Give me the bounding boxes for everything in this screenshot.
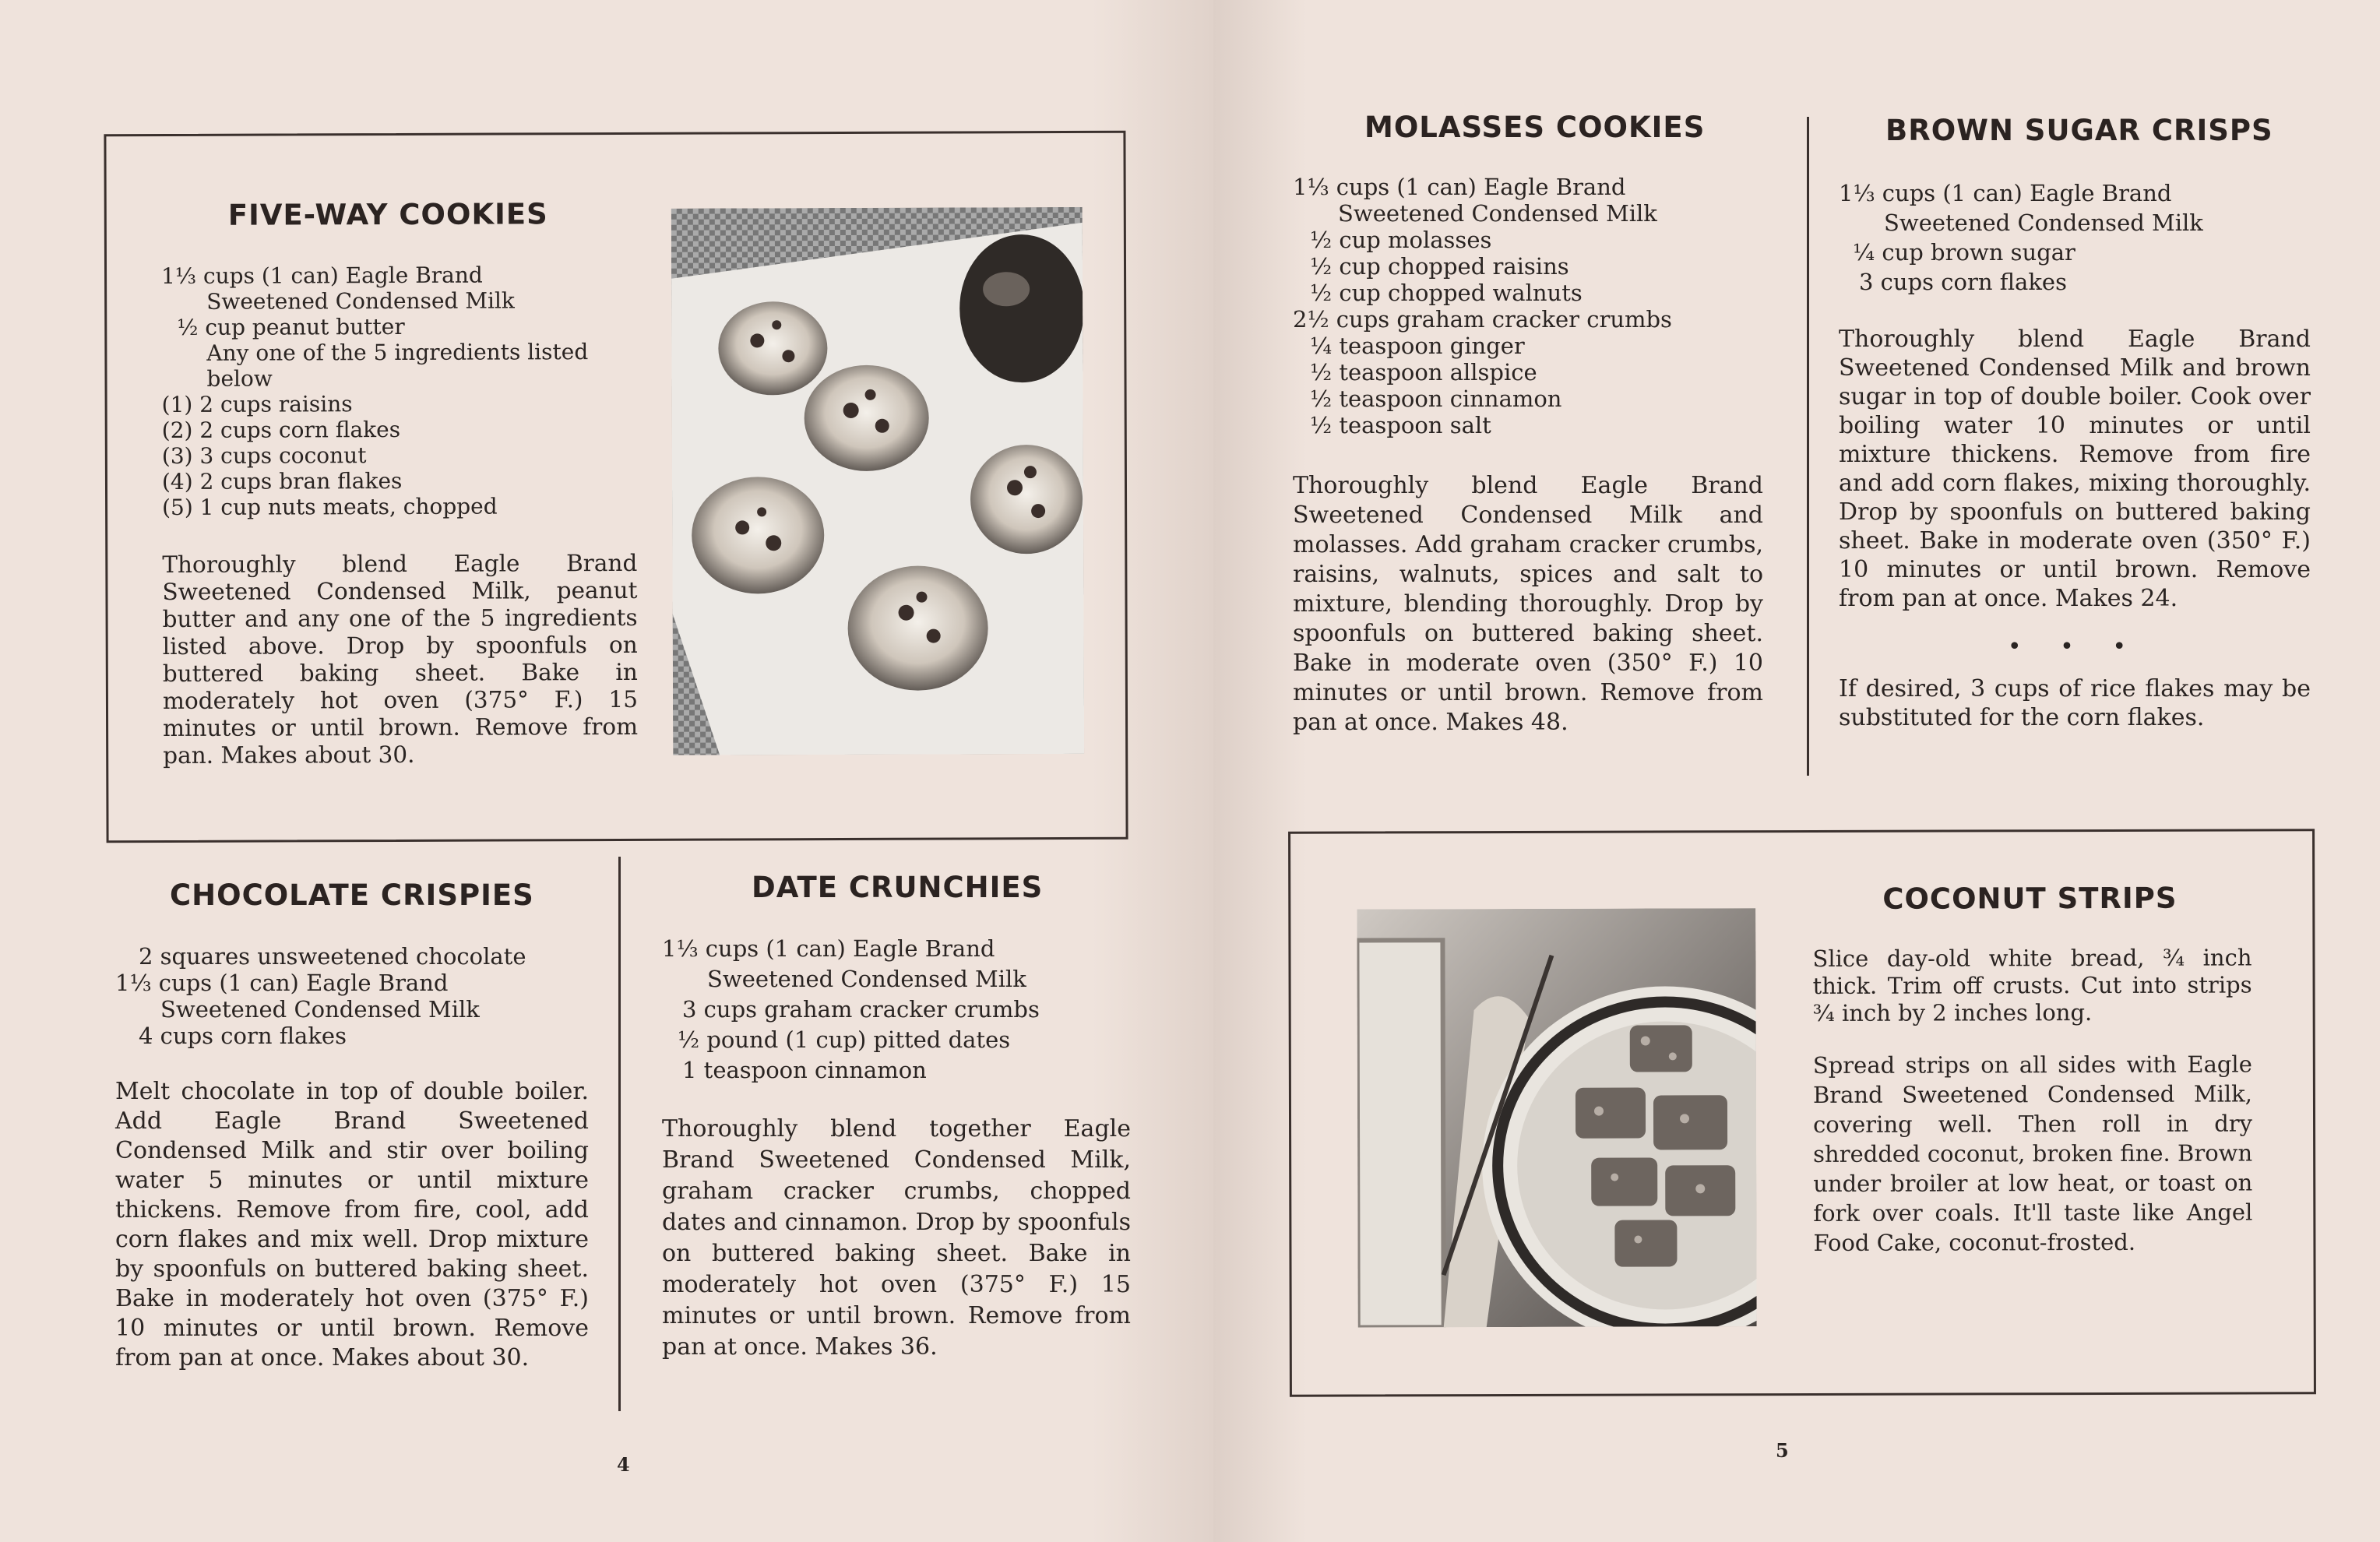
ingredient: 1 teaspoon cinnamon: [682, 1057, 927, 1083]
five-way-recipe: [161, 197, 639, 769]
coconut-strips-recipe: [1812, 881, 2252, 1257]
ingredient: Sweetened Condensed Milk: [1338, 200, 1657, 227]
molasses-cookies-ingredients: [1293, 174, 1763, 438]
column-divider-left: [618, 857, 621, 1411]
date-crunchies-title: DATE CRUNCHIES: [752, 871, 1044, 904]
ingredient: 4 cups corn flakes: [139, 1023, 347, 1049]
ingredient: Sweetened Condensed Milk: [206, 287, 515, 315]
ingredient: (4) 2 cups bran flakes: [161, 467, 403, 495]
ingredient: ¼ cup brown sugar: [1853, 239, 2075, 266]
date-crunchies-recipe: [662, 871, 1131, 1363]
right-page: [1213, 0, 2380, 1542]
ingredient: ½ cup peanut butter: [177, 313, 405, 340]
chocolate-crispies-ingredients: [115, 943, 589, 1049]
chocolate-crispies-recipe: [115, 878, 589, 1373]
ingredient: (3) 3 cups coconut: [161, 442, 367, 470]
ingredient: ½ cup molasses: [1310, 227, 1492, 253]
ingredient: ½ pound (1 cup) pitted dates: [678, 1026, 1011, 1053]
ingredient: Sweetened Condensed Milk: [707, 966, 1026, 992]
brown-sugar-crisps-title: BROWN SUGAR CRISPS: [1885, 114, 2273, 147]
five-way-ingredients: [161, 262, 637, 520]
page-number-right: 5: [1776, 1439, 1789, 1462]
date-crunchies-directions: Thoroughly blend together Eagle Brand Sweetened Condensed Milk, graham cracker crumbs, chopped dates and cinnamon. Drop by spoonfuls on buttered baking sheet. Bake in moderately hot oven (375° F.) 15 minutes or until brown. Remove from pan at once. Makes 36.: [662, 1115, 1131, 1361]
ingredient: ½ teaspoon salt: [1310, 412, 1491, 438]
brown-sugar-crisps-note: If desired, 3 cups of rice flakes may be substituted for the corn flakes.: [1839, 675, 2311, 731]
cookies-photo: [671, 207, 1084, 755]
coconut-strips-photo: [1357, 908, 1756, 1327]
brown-sugar-crisps-recipe: [1839, 114, 2311, 732]
ingredient: 1⅓ cups (1 can) Eagle Brand: [662, 935, 995, 962]
ingredient: 3 cups graham cracker crumbs: [682, 996, 1040, 1023]
five-way-title: FIVE-WAY COOKIES: [227, 197, 548, 232]
ingredient: ½ teaspoon allspice: [1310, 359, 1537, 386]
coconut-strips-step-1: Slice day-old white bread, ¾ inch thick. Trim off crusts. Cut into strips ¾ inch by 2 inches long.: [1812, 944, 2252, 1026]
ingredient: below: [206, 365, 273, 392]
ingredient: ¼ teaspoon ginger: [1310, 333, 1525, 359]
five-way-box: [104, 131, 1128, 843]
ingredient: Sweetened Condensed Milk: [160, 996, 480, 1023]
cookies-illustration: [671, 207, 1084, 755]
ingredient: 1⅓ cups (1 can) Eagle Brand: [115, 970, 449, 996]
coconut-strips-step-2: Spread strips on all sides with Eagle Brand Sweetened Condensed Milk, covering well. Then roll in dry shredded coconut, broken fine. Brown under broiler at low heat, or toast on fork over coals. It'll taste like Angel Food Cake, coconut-frosted.: [1812, 1051, 2253, 1256]
coconut-strips-title: COCONUT STRIPS: [1882, 881, 2178, 916]
ingredient: 2½ cups graham cracker crumbs: [1293, 306, 1672, 333]
ingredient: 3 cups corn flakes: [1859, 269, 2067, 295]
ingredient: Any one of the 5 ingredients listed: [206, 339, 589, 366]
separator-dots: • • •: [2007, 633, 2142, 660]
ingredient: ½ cup chopped walnuts: [1310, 280, 1583, 306]
page-number-left: 4: [617, 1453, 630, 1476]
ingredient: 2 squares unsweetened chocolate: [139, 943, 526, 970]
chocolate-crispies-directions: Melt chocolate in top of double boiler. Add Eagle Brand Sweetened Condensed Milk and stir over boiling water 5 minutes or until mixture thickens. Remove from fire, cool, add corn flakes and mix well. Drop mixture by spoonfuls on buttered baking sheet. Bake in moderately hot oven (375° F.) 10 minutes or until brown. Remove from pan at once. Makes about 30.: [115, 1078, 589, 1371]
ingredient: 1⅓ cups (1 can) Eagle Brand: [1839, 180, 2172, 206]
ingredient: 1⅓ cups (1 can) Eagle Brand: [1293, 174, 1626, 200]
chocolate-crispies-title: CHOCOLATE CRISPIES: [170, 878, 534, 912]
five-way-directions: Thoroughly blend Eagle Brand Sweetened Condensed Milk, peanut butter and any one of the 5 ingredients listed above. Drop by spoonfuls on buttered baking sheet. Bake in moderately hot oven (375° F.) 15 minutes or until brown. Remove from pan. Makes about 30.: [162, 549, 639, 769]
brown-sugar-crisps-directions: Thoroughly blend Eagle Brand Sweetened Condensed Milk and brown sugar in top of double boiler. Cook over boiling water 10 minutes or until mixture thickens. Remove from fire and add corn flakes, mixing thoroughly. Drop by spoonfuls on buttered baking sheet. Bake in moderate oven (350° F.) 10 minutes or until brown. Remove from pan at once. Makes 24.: [1839, 326, 2311, 612]
ingredient: 1⅓ cups (1 can) Eagle Brand: [160, 262, 483, 290]
ingredient: ½ cup chopped raisins: [1310, 253, 1569, 280]
molasses-cookies-directions: Thoroughly blend Eagle Brand Sweetened Condensed Milk and molasses. Add graham cracker crumbs, raisins, walnuts, spices and salt to mixture, blending thoroughly. Drop by spoonfuls on buttered baking sheet. Bake in moderate oven (350° F.) 10 minutes or until brown. Remove from pan at once. Makes 48.: [1293, 472, 1763, 736]
coconut-strips-illustration: [1357, 908, 1756, 1327]
coconut-strips-box: [1288, 829, 2316, 1396]
ingredient: (5) 1 cup nuts meats, chopped: [162, 493, 498, 521]
brown-sugar-crisps-ingredients: [1839, 178, 2311, 297]
molasses-cookies-title: MOLASSES COOKIES: [1364, 111, 1706, 144]
ingredient: ½ teaspoon cinnamon: [1310, 386, 1562, 412]
molasses-cookies-recipe: [1293, 111, 1763, 738]
date-crunchies-ingredients: [662, 934, 1131, 1086]
ingredient: Sweetened Condensed Milk: [1884, 209, 2203, 236]
column-divider-right: [1807, 117, 1809, 776]
ingredient: (1) 2 cups raisins: [161, 391, 353, 418]
ingredient: (2) 2 cups corn flakes: [161, 416, 401, 444]
